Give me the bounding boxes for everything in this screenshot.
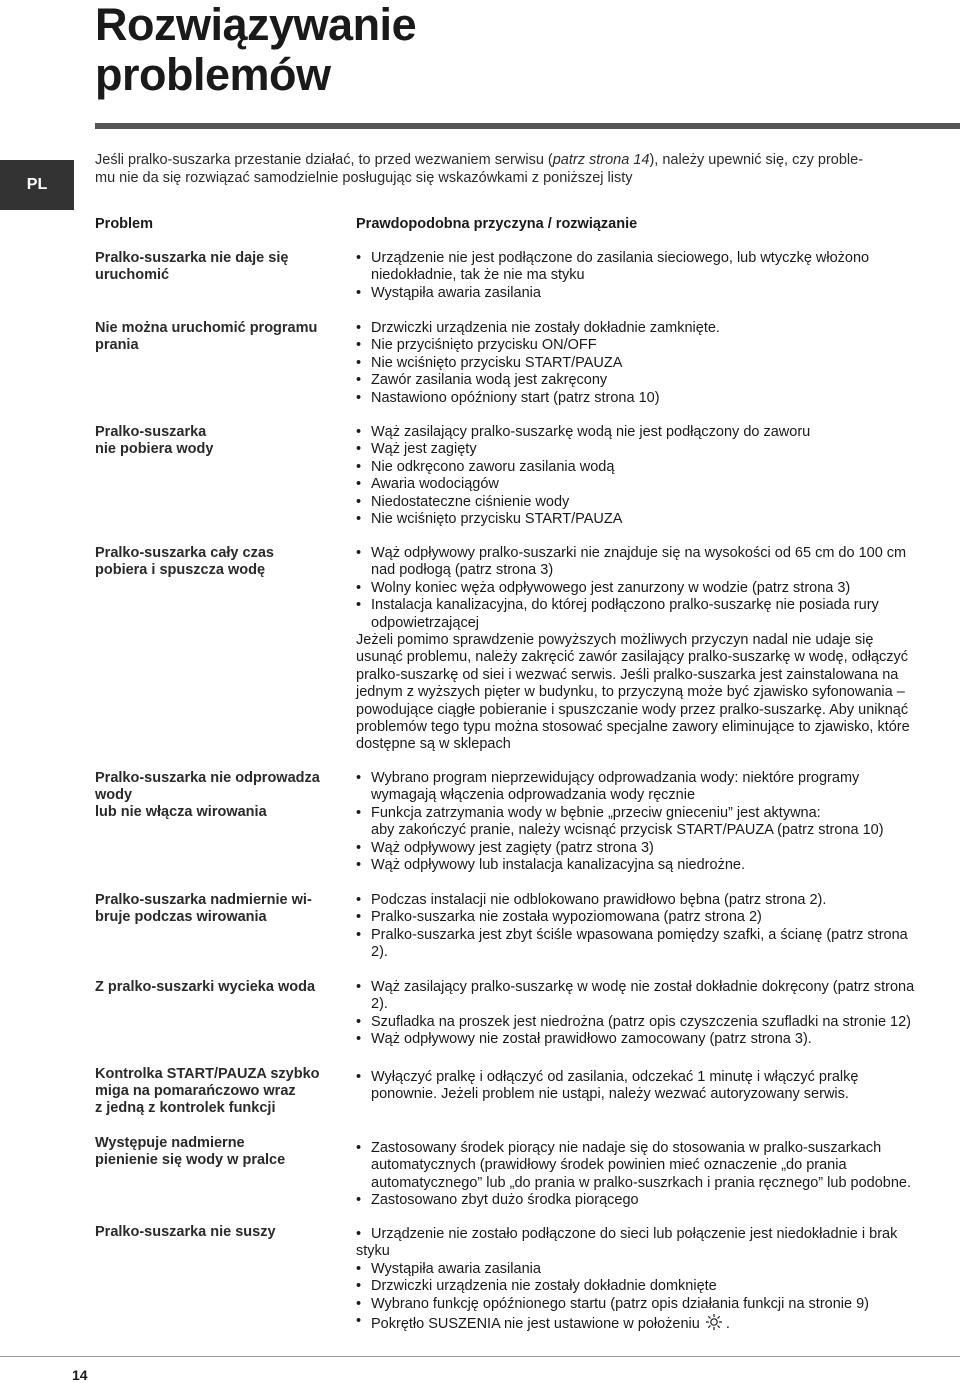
bullet-text (371, 1140, 956, 1192)
bullet-line (371, 857, 956, 874)
bullet-line-text: Wąż jest zagięty (371, 441, 477, 458)
bullet-line-text: nad podłogą (patrz strona 3) (371, 562, 554, 579)
problem-cell (95, 770, 340, 821)
cause-bullet-item (356, 390, 956, 407)
bullet-text (371, 927, 956, 962)
bullet-line (371, 390, 956, 407)
bullet-line (371, 372, 956, 389)
intro-after: ), należy upewnić się, czy proble- (649, 152, 864, 168)
bullet-text (371, 372, 956, 389)
bullet-dot: • (356, 1226, 362, 1242)
bullet-line (371, 285, 956, 302)
bullet-line (371, 459, 956, 476)
cause-cell (356, 1069, 956, 1104)
bullet-line-text: Urządzenie nie zostało podłączone do sieci lub połączenie jest niedokładnie i brak (371, 1226, 898, 1242)
problem-line: pienienie się wody w pralce (95, 1152, 286, 1168)
bullet-text (371, 1031, 956, 1048)
bullet-text (371, 805, 956, 840)
bullet-text (371, 909, 956, 926)
bullet-line (371, 494, 956, 511)
problem-line: z jedną z kontrolek funkcji (95, 1100, 276, 1116)
cause-bullet-item (356, 355, 956, 372)
bullet-line-text: niedokładnie, tak że nie ma styku (371, 267, 585, 284)
bullet-text (371, 441, 956, 458)
cause-bullet-item (356, 459, 956, 476)
bullet-line-text: Awaria wodociągów (371, 476, 499, 493)
bullet-line-text: Pralko-suszarka jest zbyt ściśle wpasowana pomiędzy szafki, a ścianę (patrz strona (371, 926, 908, 943)
bullet-line (371, 1296, 956, 1313)
problem-line: nie pobiera wody (95, 441, 214, 457)
cause-cell (356, 770, 956, 874)
language-tab (0, 160, 74, 210)
bullet-line (371, 1157, 956, 1174)
bullet-line-text: Drzwiczki urządzenia nie zostały dokładnie domknięte (371, 1278, 717, 1295)
cause-bullet-item (356, 285, 956, 302)
bullet-line (371, 476, 956, 493)
problem-cell (95, 320, 340, 354)
cause-cell (356, 545, 956, 754)
bullet-text (371, 979, 956, 1014)
bullet-dot: • (356, 1295, 362, 1312)
bullet-dot: • (356, 1069, 362, 1085)
page-number: 14 (72, 1367, 88, 1383)
sun-icon (704, 1313, 724, 1331)
bullet-dot: • (356, 1260, 362, 1277)
bullet-line-text: Wybrano funkcję opóźnionego startu (patrz opis działania funkcji na stronie 9) (371, 1295, 869, 1312)
bullet-line-text: Nie wciśnięto przycisku START/PAUZA (371, 354, 623, 371)
title-line: Rozwiązywanie (95, 0, 417, 50)
bullet-line-text: Nastawiono opóźniony start (patrz strona 10) (371, 389, 660, 406)
cause-bullet-item (356, 979, 956, 1014)
bullet-text (371, 1226, 956, 1243)
bullet-line (371, 979, 956, 996)
bullet-line-text: Wystąpiła awaria zasilania (371, 284, 541, 301)
bullet-line (371, 424, 956, 441)
bullet-line (371, 805, 956, 822)
bullet-text (371, 250, 956, 285)
intro-before: Jeśli pralko-suszarka przestanie działać, to przed wezwaniem serwisu ( (95, 152, 553, 168)
bullet-dot: • (356, 839, 362, 856)
paragraph-line: problemów tego typu można stosować specjalne zawory eliminujące to zjawisko, które (356, 719, 910, 736)
bullet-line (371, 1313, 956, 1333)
bullet-line-text: Instalacja kanalizacyjna, do której podłączono pralko-suszarkę nie posiada rury (371, 597, 879, 614)
bullet-text (371, 1069, 956, 1104)
problem-cell (95, 892, 340, 926)
problem-line: Pralko-suszarka (95, 424, 207, 440)
bullet-dot: • (356, 284, 362, 301)
problem-column-header: Problem (95, 216, 154, 232)
problem-line: Pralko-suszarka nadmiernie wi- (95, 892, 312, 908)
bullet-text (371, 545, 956, 580)
bullet-line (371, 1140, 956, 1157)
bullet-text (371, 1278, 956, 1295)
intro-line: mu nie da się rozwiązać samodzielnie posługując się wskazówkami z poniższej listy (95, 170, 633, 186)
bullet-line-text: Niedostateczne ciśnienie wody (371, 493, 570, 510)
cause-cell (356, 892, 956, 962)
bullet-line-text: odpowietrzającej (371, 614, 480, 631)
bullet-line (371, 1175, 956, 1192)
bullet-dot: • (356, 1013, 362, 1030)
problem-cell (95, 1224, 340, 1241)
cause-cell (356, 424, 956, 528)
bullet-dot: • (356, 493, 362, 510)
cause-bullet-item (356, 597, 956, 632)
cause-cell (356, 979, 956, 1049)
bullet-dot: • (356, 476, 362, 493)
cause-bullet-item (356, 494, 956, 511)
bullet-line (371, 1031, 956, 1048)
bullet-dot: • (356, 389, 362, 406)
bullet-dot: • (356, 1313, 362, 1330)
problem-line: Z pralko-suszarki wycieka woda (95, 979, 316, 995)
bullet-line (371, 840, 956, 857)
bullet-text (371, 892, 956, 909)
cause-bullet-item (356, 372, 956, 389)
bullet-dot: • (356, 511, 362, 528)
bullet-dot: • (356, 250, 362, 266)
problem-line: prania (95, 337, 139, 353)
bullet-line (371, 267, 956, 284)
bullet-line (371, 250, 956, 267)
paragraph-line: jednym z wyższych pięter w budynku, to przyczyną może być zjawisko syfonowania – (356, 684, 905, 701)
bullet-dot: • (356, 372, 362, 389)
bullet-line-text: automatycznego” lub „do prania w pralko-suszrkach i prania ręcznego” lub podobne. (371, 1174, 912, 1191)
bullet-dot: • (356, 458, 362, 475)
bullet-text (371, 320, 956, 337)
paragraph-line: usunąć problemu, należy zakręcić zawór zasilający pralko-suszarkę w wodę, odłączyć (356, 649, 909, 666)
bullet-line-text: Nie wciśnięto przycisku START/PAUZA (371, 511, 623, 528)
cause-bullet-item (356, 580, 956, 597)
problem-line: pobiera i spuszcza wodę (95, 562, 266, 578)
bullet-line (371, 909, 956, 926)
bullet-text (371, 494, 956, 511)
cause-bullet-item (356, 1296, 956, 1313)
title-rule (95, 123, 960, 129)
bullet-line-text: Wyłączyć pralkę i odłączyć od zasilania, odczekać 1 minutę i włączyć pralkę (371, 1069, 859, 1085)
page-title (95, 0, 416, 100)
bullet-line-text: 2). (371, 944, 388, 961)
bullet-line (371, 892, 956, 909)
bullet-text (371, 390, 956, 407)
bullet-text (371, 1296, 956, 1313)
bullet-line-text: automatycznych (prawidłowy środek powinien mieć oznaczenie „do prania (371, 1157, 847, 1174)
bullet-line-text: Wąż zasilający pralko-suszarkę w wodę nie został dokładnie dokręcony (patrz strona (371, 979, 915, 995)
bullet-text (371, 770, 956, 805)
title-line: problemów (95, 49, 331, 100)
bullet-dot: • (356, 545, 362, 561)
bullet-line-text: Wąż odpływowy pralko-suszarki nie znajduje się na wysokości od 65 cm do 100 cm (371, 545, 907, 561)
bullet-line-text: Zawór zasilania wodą jest zakręcony (371, 372, 608, 389)
cause-bullet-item (356, 1313, 956, 1333)
problem-line: Pralko-suszarka nie odprowadza (95, 770, 320, 786)
bullet-dot: • (356, 1192, 362, 1209)
bullet-line-text: Funkcja zatrzymania wody w bębnie „przeciw gnieceniu” jest aktywna: (371, 804, 821, 821)
cause-cell (356, 250, 956, 302)
bullet-line (371, 320, 956, 337)
problem-line: Nie można uruchomić programu (95, 320, 318, 336)
bullet-line-text: Szufladka na proszek jest niedrożna (patrz opis czyszczenia szufladki na stronie 12) (371, 1013, 911, 1030)
bullet-line-text: Wybrano program nieprzewidujący odprowadzania wody: niektóre programy (371, 770, 860, 786)
bullet-text (371, 424, 956, 441)
paragraph-line: pralko-suszarkę od siei i wezwać serwis. Jeśli pralko-suszarka jest zainstalowana na (356, 666, 899, 683)
cause-bullet-item (356, 1014, 956, 1031)
bullet-line-text: ponownie. Jeżeli problem nie ustąpi, należy wezwać autoryzowany serwis. (371, 1086, 849, 1103)
bullet-text (371, 1014, 956, 1031)
bullet-line (371, 1014, 956, 1031)
cause-bullet-item (356, 770, 956, 805)
cause-bullet-item (356, 1031, 956, 1048)
bullet-dot: • (356, 1278, 362, 1295)
cause-bullet-item (356, 1069, 956, 1104)
cause-cell (356, 1226, 956, 1333)
cause-bullet-item (356, 892, 956, 909)
problem-cell (95, 979, 340, 996)
bullet-line (371, 1069, 956, 1086)
bullet-dot: • (356, 804, 362, 821)
footer-rule (0, 1356, 960, 1357)
bullet-line (371, 562, 956, 579)
problem-line: miga na pomarańczowo wraz (95, 1083, 296, 1099)
intro-text (95, 151, 957, 187)
bullet-line-text: Nie odkręcono zaworu zasilania wodą (371, 458, 615, 475)
bullet-dot: • (356, 926, 362, 943)
cause-bullet-item (356, 1261, 956, 1278)
bullet-line-text: Nie przyciśnięto przycisku ON/OFF (371, 337, 597, 354)
problem-line: Występuje nadmierne (95, 1135, 245, 1151)
bullet-text (371, 337, 956, 354)
bullet-line-text: Wąż odpływowy lub instalacja kanalizacyjna są niedrożne. (371, 857, 745, 874)
bullet-dot: • (356, 770, 362, 786)
bullet-line-text: 2). (371, 996, 388, 1013)
bullet-line-text: wymagają włączenia odprowadzania wody ręcznie (371, 787, 696, 804)
bullet-dot: • (356, 354, 362, 371)
bullet-line (371, 944, 956, 961)
bullet-line-text: Podczas instalacji nie odblokowano prawidłowo bębna (patrz strona 2). (371, 892, 827, 908)
problem-line: Pralko-suszarka cały czas (95, 545, 274, 561)
bullet-dot: • (356, 441, 362, 458)
bullet-line-text: Urządzenie nie jest podłączone do zasilania sieciowego, lub wtyczkę włożono (371, 250, 870, 266)
bullet-line-text: Wąż zasilający pralko-suszarkę wodą nie jest podłączony do zaworu (371, 424, 811, 440)
cause-paragraph (356, 632, 956, 754)
cause-bullet-item (356, 1140, 956, 1192)
problem-line: Kontrolka START/PAUZA szybko (95, 1066, 320, 1082)
bullet-line-text: Wolny koniec węża odpływowego jest zanurzony w wodzie (patrz strona 3) (371, 579, 851, 596)
cause-bullet-item (356, 927, 956, 962)
bullet-line (371, 355, 956, 372)
paragraph-line: styku (356, 1243, 390, 1260)
bullet-text (371, 285, 956, 302)
cause-paragraph (356, 1243, 956, 1260)
bullet-line-text: aby zakończyć pranie, należy wcisnąć przycisk START/PAUZA (patrz strona 10) (371, 822, 884, 839)
bullet-suffix: . (725, 1316, 730, 1333)
bullet-line (371, 441, 956, 458)
bullet-text (371, 597, 956, 632)
bullet-line (371, 1278, 956, 1295)
bullet-dot: • (356, 1140, 362, 1156)
bullet-text (371, 1313, 956, 1333)
bullet-line (371, 597, 956, 614)
bullet-dot: • (356, 857, 362, 874)
cause-bullet-item (356, 840, 956, 857)
cause-bullet-item (356, 320, 956, 337)
bullet-line (371, 770, 956, 787)
bullet-line (371, 822, 956, 839)
cause-cell (356, 320, 956, 407)
intro-line (95, 151, 957, 169)
bullet-dot: • (356, 892, 362, 908)
bullet-dot: • (356, 597, 362, 614)
bullet-line (371, 511, 956, 528)
problem-cell (95, 1066, 340, 1117)
cause-bullet-item (356, 511, 956, 528)
bullet-text (371, 857, 956, 874)
bullet-text (371, 476, 956, 493)
problem-line: uruchomić (95, 267, 170, 283)
bullet-line (371, 580, 956, 597)
bullet-line-text: Wystąpiła awaria zasilania (371, 1260, 541, 1277)
bullet-dot: • (356, 979, 362, 995)
bullet-dot: • (356, 579, 362, 596)
cause-bullet-item (356, 909, 956, 926)
cause-column-header: Prawdopodobna przyczyna / rozwiązanie (356, 216, 638, 232)
problem-line: Pralko-suszarka nie suszy (95, 1224, 276, 1240)
bullet-line (371, 927, 956, 944)
bullet-text (371, 355, 956, 372)
bullet-dot: • (356, 337, 362, 354)
cause-bullet-item (356, 337, 956, 354)
bullet-line (371, 545, 956, 562)
bullet-line (371, 1192, 956, 1209)
bullet-text (371, 1261, 956, 1278)
language-label: PL (26, 176, 48, 193)
bullet-text (371, 580, 956, 597)
cause-bullet-item (356, 805, 956, 840)
cause-bullet-item (356, 424, 956, 441)
cause-bullet-item (356, 1278, 956, 1295)
cause-bullet-item (356, 476, 956, 493)
bullet-line (371, 615, 956, 632)
cause-bullet-item (356, 1192, 956, 1209)
bullet-line (371, 787, 956, 804)
cause-bullet-item (356, 857, 956, 874)
bullet-line-text: Pokrętło SUSZENIA nie jest ustawione w położeniu (371, 1316, 700, 1333)
bullet-line (371, 337, 956, 354)
bullet-line-text: Wąż odpływowy nie został prawidłowo zamocowany (patrz strona 3). (371, 1031, 812, 1048)
bullet-dot: • (356, 1031, 362, 1048)
problem-cell (95, 1135, 340, 1169)
paragraph-line: powodujące ciągłe pobieranie i spuszczanie wody przez pralko-suszarkę. Aby uniknąć (356, 701, 909, 718)
bullet-line-text: Zastosowany środek piorący nie nadaje się do stosowania w pralko-suszarkach (371, 1140, 882, 1156)
bullet-line-text: Wąż odpływowy jest zagięty (patrz strona 3) (371, 839, 654, 856)
bullet-line (371, 1086, 956, 1103)
cause-bullet-item (356, 250, 956, 285)
problem-cell (95, 424, 340, 458)
problem-line: bruje podczas wirowania (95, 909, 267, 925)
problem-cell (95, 250, 340, 284)
cause-cell (356, 1140, 956, 1210)
bullet-dot: • (356, 320, 362, 336)
paragraph-line: dostępne są w sklepach (356, 736, 511, 753)
problem-line: lub nie włącza wirowania (95, 804, 267, 820)
bullet-text (371, 511, 956, 528)
bullet-line-text: Zastosowano zbyt dużo środka piorącego (371, 1192, 639, 1209)
problem-cell (95, 545, 340, 579)
bullet-text (371, 459, 956, 476)
intro-italic: patrz strona 14 (552, 152, 650, 168)
cause-bullet-item (356, 441, 956, 458)
paragraph-line: Jeżeli pomimo sprawdzenie powyższych możliwych przyczyn nadal nie udaje się (356, 632, 874, 649)
bullet-line (371, 996, 956, 1013)
cause-bullet-item (356, 545, 956, 580)
bullet-line (371, 1226, 956, 1243)
problem-line: wody (95, 787, 133, 803)
bullet-text (371, 840, 956, 857)
bullet-line-text: Drzwiczki urządzenia nie zostały dokładnie zamknięte. (371, 320, 720, 336)
bullet-text (371, 1192, 956, 1209)
bullet-line (371, 1261, 956, 1278)
cause-bullet-item (356, 1226, 956, 1243)
problem-line: Pralko-suszarka nie daje się (95, 250, 289, 266)
bullet-dot: • (356, 424, 362, 440)
bullet-line-text: Pralko-suszarka nie została wypoziomowana (patrz strona 2) (371, 909, 762, 926)
bullet-dot: • (356, 909, 362, 926)
